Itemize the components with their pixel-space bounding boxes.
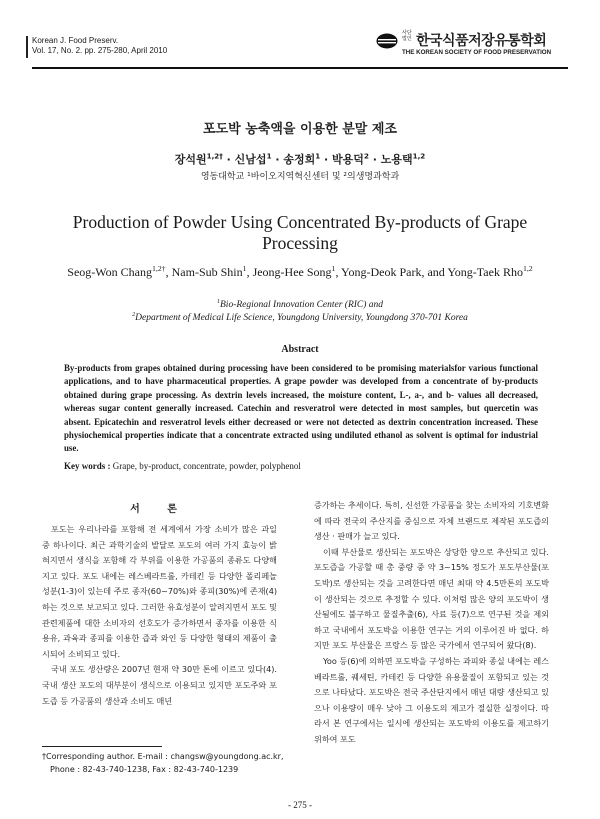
abstract-text: By-products from grapes obtained during processing have been considered to be promising materialsfor various functional applications, and to have pharmaceutical properties. A grape powder was developed from a concentrate of by-products obtained during grape processing. As dextrin levels increased, the moisture content, L-, a-, and b- values all decreased, whereas sugar content generally increased. Catechin and resveratrol were detected in most samples, but quercetin was absent. Epicatechin and resveratrol levels either decreased or were not detected as dextrin concentration increased. These physiochemical properties indicate that a concentrate extracted using undiluted ethanol as solvent is optimal for industrial use.: [64, 363, 538, 454]
paragraph: 포도는 우리나라를 포함해 전 세계에서 가장 소비가 많은 과일 중 하나이다. 최근 과학기술의 발달로 포도의 여러 가지 효능이 밝혀지면서 생식을 포함해 각 부위를 이용한 가공품의 종류도 다양해지고 있다. 포도 내에는 레스베라트롤, 카테킨 등 다양한 폴리페놀 성분(1-3)이 있는데 주로 종자(60~70%)와 종피(30%)에 존재(4)하는 것으로 보고되고 있다. 그러한 유효성분이 알려지면서 포도 및 관련제품에 대한 소비자의 선호도가 증가하면서 종자를 이용한 식용유, 과육과 종피를 이용한 즙과 와인 등 다양한 형태의 제품이 출시되어 소비되고 있다.: [42, 524, 277, 659]
title-english: Production of Powder Using Concentrated By-products of Grape Processing: [72, 212, 528, 253]
affiliation-korean: 영동대학교 ¹바이오지역혁신센터 및 ²의생명과학과: [200, 172, 400, 182]
journal-volume: Vol. 17, No. 2. pp. 275-280, April 2010: [32, 46, 168, 55]
journal-name: Korean J. Food Preserv.: [32, 36, 119, 45]
paragraph: 국내 포도 생산량은 2007년 현재 약 30만 톤에 이르고 있다(4). 국내 생산 포도의 대부분이 생식으로 이용되고 있지만 포도주와 포도즙 등 가공품의 생산과 소비도 매년: [42, 664, 277, 706]
body-column-right: [314, 498, 549, 748]
affiliation-english-line1: $^1$Bio-Regional Innovation Center (RIC) and: [216, 298, 384, 310]
keywords-text: Grape, by-product, concentrate, powder, polyphenol: [112, 461, 301, 471]
footnote-divider: [42, 746, 162, 747]
authors-english: Seog-Won Chang$^{1,2\dagger}$, Nam-Sub Shin$^1$, Jeong-Hee Song$^1$, Yong-Deok Park, and Yong-Taek Rho$^{1,2}$: [67, 264, 533, 279]
authors-korean-text: 장석원$^{1,2\dagger}$ · 신남섭$^1$ · 송정희$^1$ · 박용덕$^2$ · 노용택$^{1,2}$: [174, 151, 426, 166]
keywords: [64, 461, 301, 471]
abstract-heading: Abstract: [281, 344, 319, 355]
society-name-en: THE KOREAN SOCIETY OF FOOD PRESERVATION: [402, 49, 552, 56]
footnote-contact: †Corresponding author. E-mail : changsw@youngdong.ac.kr,: [42, 752, 284, 761]
paragraph: 증가하는 추세이다. 특히, 신선한 가공품을 찾는 소비자의 기호변화에 따라 전국의 주산지를 중심으로 자체 브랜드로 제작된 포도즙의 생산 · 판매가 늘고 있다.: [314, 500, 549, 542]
footnote: [42, 750, 292, 776]
title-korean: 포도박 농축액을 이용한 분말 제조: [203, 122, 397, 137]
affiliation-english: [0, 299, 600, 325]
paragraph: Yoo 등(6)에 의하면 포도박을 구성하는 과피와 종실 내에는 레스베라트롤, 퀘세틴, 카테킨 등 다양한 유용물질이 포함되고 있는 것으로 나타났다. 포도박은 전국 주산단지에서 매년 대량 생산되고 있으나 이용량이 매우 낮아 그 이용도의 제고가 절실한 실정이다. 따라서 본 연구에서는 일시에 생산되는 포도박의 이용도를 제고하기 위하여 포도: [314, 655, 549, 744]
keywords-label: Key words :: [64, 461, 111, 471]
citation-bar: [26, 36, 28, 58]
society-name-ko: 한국식품저장유통학회: [416, 33, 547, 49]
affiliation-english-line2: $^2$Department of Medical Life Science, Youngdong University, Youngdong 370-701 Korea: [132, 311, 468, 323]
society-logo: [372, 30, 568, 60]
journal-citation: [32, 36, 167, 56]
society-small-label: 사단법인: [402, 30, 412, 42]
society-emblem-icon: [376, 33, 398, 49]
body-column-left: [42, 522, 277, 709]
section-heading-introduction: 서 론: [130, 504, 189, 515]
header-divider: [32, 67, 568, 69]
paragraph: 이때 부산물로 생산되는 포도박은 상당한 양으로 추산되고 있다. 포도즙을 가공할 때 총 중량 중 약 3~15% 정도가 포도부산물(포도박)로 생산되는 것을 고려한다면 매년 최대 약 4.5만톤의 포도박이 생산되는 것으로 추정할 수 있다. 이처럼 많은 양의 포도박이 생산됨에도 불구하고 물질추출(6), 사료 등(7)으로 연구된 것을 제외하고 국내에서 포도박을 이용한 연구는 거의 이루어진 바 없다. 하지만 포도 부산물은 프랑스 등 많은 국가에서 연구되어 왔다(8).: [314, 546, 549, 651]
page-number: - 275 -: [288, 800, 312, 810]
authors-korean: [0, 151, 600, 167]
footnote-phone: Phone : 82-43-740-1238, Fax : 82-43-740-1239: [50, 765, 239, 774]
